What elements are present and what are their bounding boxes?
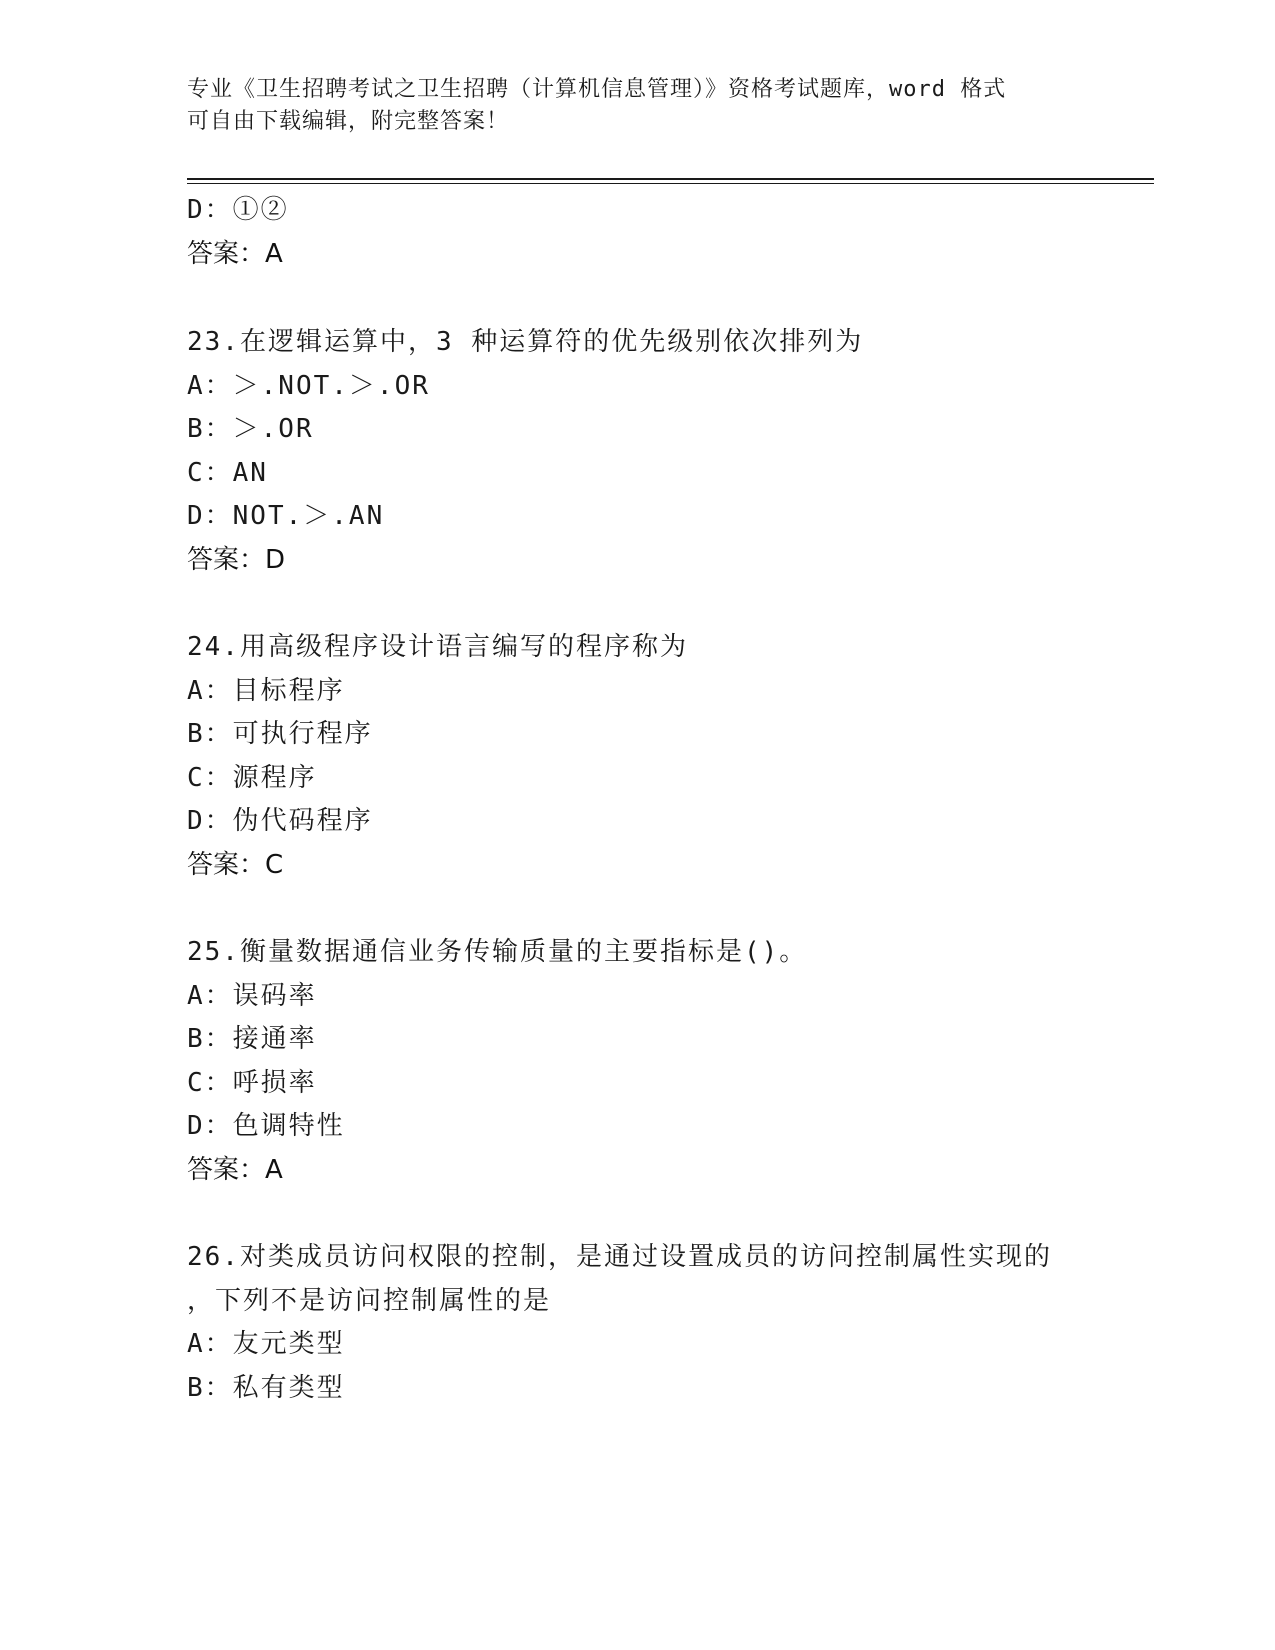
header-rule-thick — [187, 178, 1154, 180]
question-24-option-b: B：可执行程序 — [187, 719, 373, 749]
question-24-stem: 24.用高级程序设计语言编写的程序称为 — [187, 632, 688, 662]
question-24-option-c: C：源程序 — [187, 763, 317, 793]
question-25-option-d: D：色调特性 — [187, 1111, 345, 1141]
question-23-option-c: C：AN — [187, 458, 268, 488]
answer-value: C — [265, 850, 284, 880]
prev-answer — [187, 237, 283, 271]
question-25-option-c: C：呼损率 — [187, 1068, 317, 1098]
header-rule-thin — [187, 183, 1154, 184]
answer-label: 答案： — [187, 545, 266, 575]
question-26-stem-continued: ，下列不是访问控制属性的是 — [187, 1286, 552, 1316]
question-25-option-a: A：误码率 — [187, 981, 317, 1011]
question-23-option-b: B：＞.OR — [187, 414, 314, 444]
question-26-option-a: A：友元类型 — [187, 1329, 345, 1359]
question-26-option-b: B：私有类型 — [187, 1373, 345, 1403]
page-header — [187, 74, 1087, 138]
answer-label: 答案： — [187, 850, 266, 880]
question-23-answer — [187, 543, 285, 577]
question-24-option-a: A：目标程序 — [187, 676, 345, 706]
answer-label: 答案： — [187, 1155, 266, 1185]
question-25-option-b: B：接通率 — [187, 1024, 317, 1054]
prev-option-d: D：①② — [187, 195, 289, 225]
header-line-1: 专业《卫生招聘考试之卫生招聘（计算机信息管理）》资格考试题库，word 格式 — [187, 77, 1007, 102]
question-24-option-d: D：伪代码程序 — [187, 806, 373, 836]
question-24-answer — [187, 848, 283, 882]
question-25-stem: 25.衡量数据通信业务传输质量的主要指标是()。 — [187, 937, 808, 967]
question-23-option-d: D：NOT.＞.AN — [187, 501, 385, 531]
answer-value: D — [265, 545, 286, 575]
question-23-stem: 23.在逻辑运算中，3 种运算符的优先级别依次排列为 — [187, 327, 864, 357]
header-line-2: 可自由下载编辑，附完整答案！ — [187, 109, 510, 134]
question-23-option-a: A：＞.NOT.＞.OR — [187, 371, 430, 401]
answer-label: 答案： — [187, 239, 266, 269]
question-25-answer — [187, 1153, 283, 1187]
question-26-stem: 26.对类成员访问权限的控制，是通过设置成员的访问控制属性实现的 — [187, 1242, 1052, 1272]
answer-value: A — [265, 239, 283, 269]
answer-value: A — [265, 1155, 283, 1185]
